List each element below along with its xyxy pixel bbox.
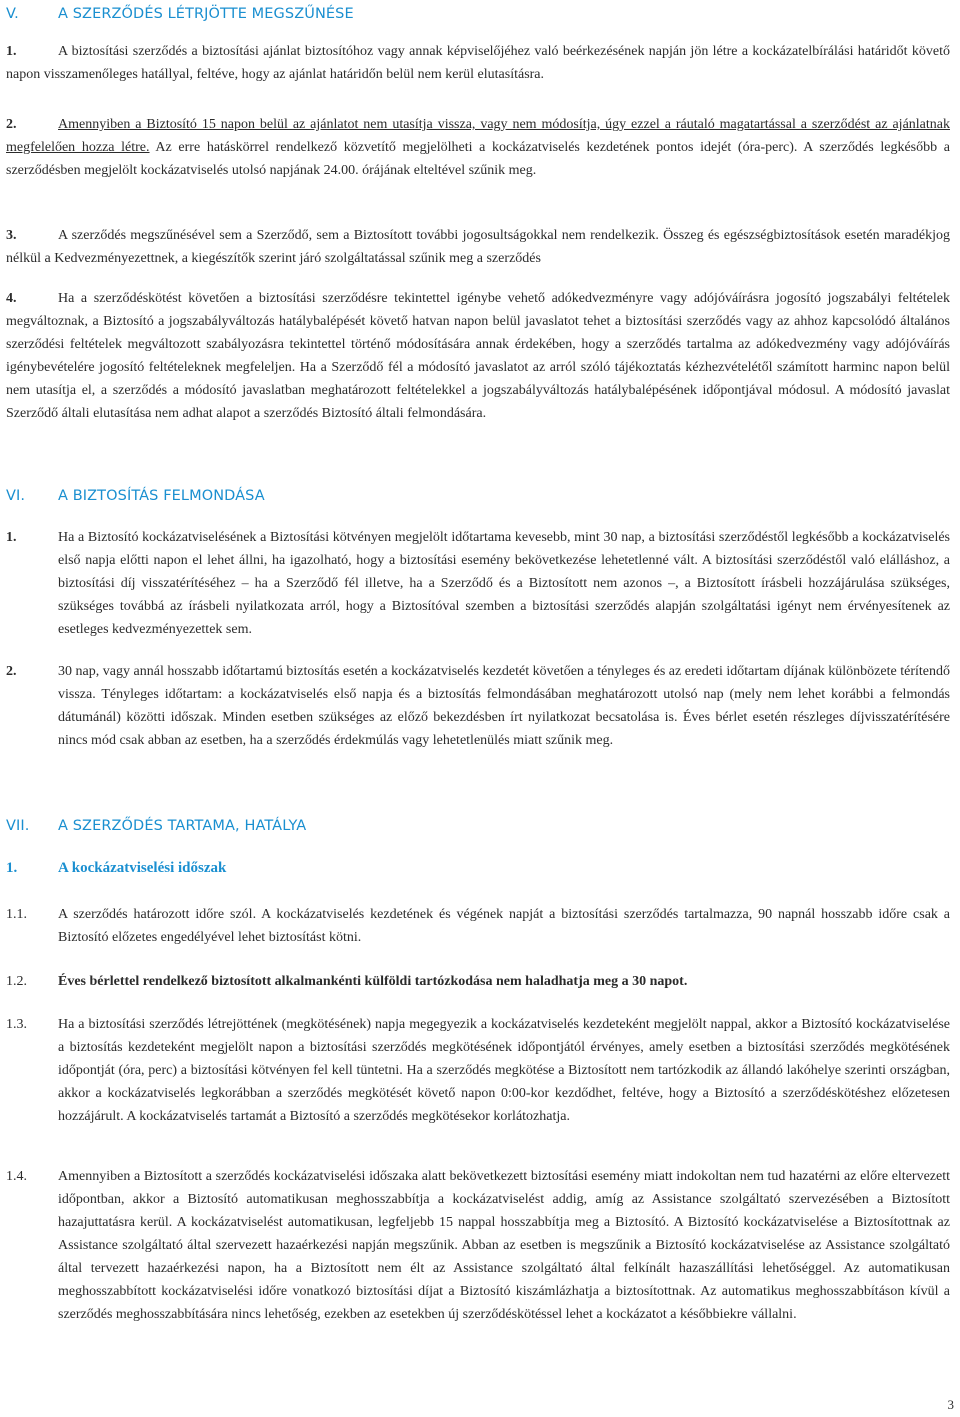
paragraph-text: A biztosítási szerződés a biztosítási ajánlat biztosítóhoz vagy annak képviselőjéhez való beérkezésének napján jön létre a kockázatelbírálási határidőt követő napon visszamenőleges hatállyal, feltéve, hogy az ajánlat határidőn belül nem kerül elutasításra. xyxy=(6,44,950,82)
paragraph-number: 2. xyxy=(6,117,17,132)
paragraph-number: 1.1. xyxy=(6,907,27,922)
paragraph xyxy=(6,903,950,949)
paragraph-text: A szerződés megszűnésével sem a Szerződő, sem a Biztosított további jogosultságokkal nem rendelkezik. Összeg és egészségbiztosítások esetén maradékjog nélkül a Kedvezményezettnek, a kiegészítők szerint járó szolgáltatással szűnik meg a szerződés xyxy=(6,228,950,266)
paragraph xyxy=(6,1013,950,1128)
paragraph-text: Éves bérlettel rendelkező biztosított alkalmankénti külföldi tartózkodása nem haladhatja meg a 30 napot. xyxy=(58,974,688,989)
paragraph-number: 4. xyxy=(6,291,17,306)
paragraph xyxy=(6,970,950,993)
paragraph xyxy=(6,113,950,182)
paragraph-number: 1. xyxy=(6,530,17,545)
paragraph-number: 1.2. xyxy=(6,974,27,989)
paragraph-text: Amennyiben a Biztosított a szerződés kockázatviselési időszaka alatt bekövetkezett biztosítási esemény miatt indokoltan nem tud hazatérni az előre eltervezett időpontban, akkor a Biztosító automatikusan meghosszabbítja a kockázatviselést addig, amíg az Assistance szolgáltató szervezésében a Biztosított hazajuttatásra kerül. A kockázatviselést automatikusan, legfeljebb 15 nappal hosszabbítja meg a Biztosító. A Biztosító kockázatviselése a Biztosítottnak az Assistance szolgáltató által szervezett hazaérkezési napján megszűnik. Abban az esetben is megszűnik a Biztosító kockázatviselése az Assistance szolgáltató által tervezett hazaérkezési napon, ha a Biztosított nem élt az Assistance szolgáltató által felkínált hazaszállítási lehetőséggel. Az automatikusan meghosszabbított kockázatviselési időre vonatkozó biztosítási díjat a Biztosító kiszámlázhatja a biztosítottnak. Az automatikus meghosszabbításon kívül a szerződés meghosszabbítására nincs lehetőség, ezekben az esetekben új szerződéskötéssel lehet a kockázatot a későbbiekre vállalni. xyxy=(58,1169,950,1322)
paragraph-text: Ha a Biztosító kockázatviselésének a Biztosítási kötvényen megjelölt időtartama kevesebb, mint 30 nap, a biztosítási szerződéstől legkésőbb a kockázatviselés első napja előtti napon el lehet állni, ha igazolható, hogy a biztosítási esemény bekövetkezése lehetetlenné vált. A biztosítási szerződéstől való elálláshoz, a biztosítási díj visszatérítéséhez – ha a Szerződő fél illetve, ha a Szerződő és a Biztosított nem azonos –, a Biztosított írásbeli hozzájárulása szükséges, szükséges továbbá az írásbeli nyilatkozata arról, hogy a Biztosítóval szemben a biztosítási szerződés alapján szolgáltatási igényt nem érvényesítenek az esetleges kedvezményezettek sem. xyxy=(58,530,950,637)
paragraph-text: A szerződés határozott időre szól. A kockázatviselés kezdetének és végének napját a biztosítási szerződés tartalmazza, 90 napnál hosszabb időre csak a Biztosító előzetes engedélyével lehet biztosítást kötni. xyxy=(58,907,950,945)
paragraph xyxy=(6,224,950,270)
paragraph-number: 1.4. xyxy=(6,1169,27,1184)
section-number: VII. xyxy=(6,818,30,834)
paragraph-text: Ha a szerződéskötést követően a biztosítási szerződésre tekintettel igénybe vehető adókedvezményre vagy adójóváírásra jogosító jogszabályi feltételek megváltoznak, a Biztosító a jogszabályváltozás hatálybalépését követő hatvan napon belül javaslatot tehet a biztosítási szerződés vagy az ahhoz kapcsolódó általános szerződési feltételek megváltozott szabályozásra tekintettel történő módosítására annak érdekében, hogy a szerződés tartalma az adókedvezmény vagy adójóváírás igénybevételére jogosító feltételeknek megfeleljen. Ha a Szerződő fél a módosító javaslatot az arról szóló tájékoztatás kézhezvételétől számított harminc napon belül nem utasítja el, a szerződés a módosító javaslatban meghatározott feltételekkel a jogszabályváltozás hatálybalépésének időpontjával módosul. A módosító javaslat Szerződő általi elutasítása nem adhat alapot a szerződés Biztosító általi felmondására. xyxy=(6,291,950,421)
paragraph-number: 1.3. xyxy=(6,1017,27,1032)
paragraph-text: Ha a biztosítási szerződés létrejöttének (megkötésének) napja megegyezik a kockázatviselés kezdeteként megjelölt nappal, akkor a Biztosító kockázatviselése a biztosítás kezdeteként megjelölt napon a biztosítási szerződés megkötésének időpontjától érvényes, amely esetben a biztosítási szerződés megkötésének időpontját (óra, perc) a biztosítási kötvényen fel kell tüntetni. Ha a szerződés megkötése a Biztosított nem tartózkodik az állandó lakóhelye szerinti országban, akkor a kockázatviselés legkorábban a szerződés megkötését követő napon 0:00-kor kezdődhet, feltéve, hogy a Biztosító a szerződéskötéshez előzetesen hozzájárult. A kockázatviselés tartamát a Biztosító a szerződés megkötésekor korlátozhatja. xyxy=(58,1017,950,1124)
paragraph-number: 2. xyxy=(6,664,17,679)
section-title: A SZERZŐDÉS LÉTRJÖTTE MEGSZŰNÉSE xyxy=(58,6,354,22)
plain-text: Az erre hatáskörrel rendelkező közvetítő megjelölheti a kockázatviselés kezdetének pontos idejét (óra-perc). A szerződés legkésőbb a szerződésben megjelölt kockázatviselés utolsó napjának 24.00. órájának elteltével szűnik meg. xyxy=(6,140,950,178)
subsection-title: A kockázatviselési időszak xyxy=(58,860,227,876)
section-title: A SZERZŐDÉS TARTAMA, HATÁLYA xyxy=(58,818,307,834)
page-number: 3 xyxy=(947,1397,954,1412)
paragraph xyxy=(6,660,950,752)
underlined-text: Amennyiben a Biztosító 15 napon belül az ajánlatot nem utasítja vissza, vagy nem módosítja, úgy ezzel a ráutaló magatartással a szerződést az ajánlatnak megfelelően hozza létre. xyxy=(6,117,950,155)
subsection-number: 1. xyxy=(6,860,18,876)
section-number: VI. xyxy=(6,488,26,504)
paragraph-number: 1. xyxy=(6,44,17,59)
paragraph xyxy=(6,287,950,425)
paragraph xyxy=(6,1165,950,1326)
paragraph xyxy=(6,40,950,86)
paragraph-text xyxy=(6,113,950,182)
paragraph-number: 3. xyxy=(6,228,17,243)
section-title: A BIZTOSÍTÁS FELMONDÁSA xyxy=(58,488,265,504)
paragraph xyxy=(6,526,950,641)
section-number: V. xyxy=(6,6,19,22)
paragraph-text: 30 nap, vagy annál hosszabb időtartamú biztosítás esetén a kockázatviselés kezdetét követően a tényleges és az eredeti időtartam díjának különbözete térítendő vissza. Tényleges időtartam: a kockázatviselés első napja és a biztosítás felmondásában meghatározott utolsó nap (mely nem lehet korábbi a felmondás dátumánál) közötti időszak. Minden esetben szükséges az előző bekezdésben írt nyilatkozat becsatolása is. Éves bérlet esetén részleges díjvisszatérítésére nincs mód csak abban az esetben, ha a szerződés érdekmúlás vagy lehetetlenülés miatt szűnik meg. xyxy=(58,664,950,748)
